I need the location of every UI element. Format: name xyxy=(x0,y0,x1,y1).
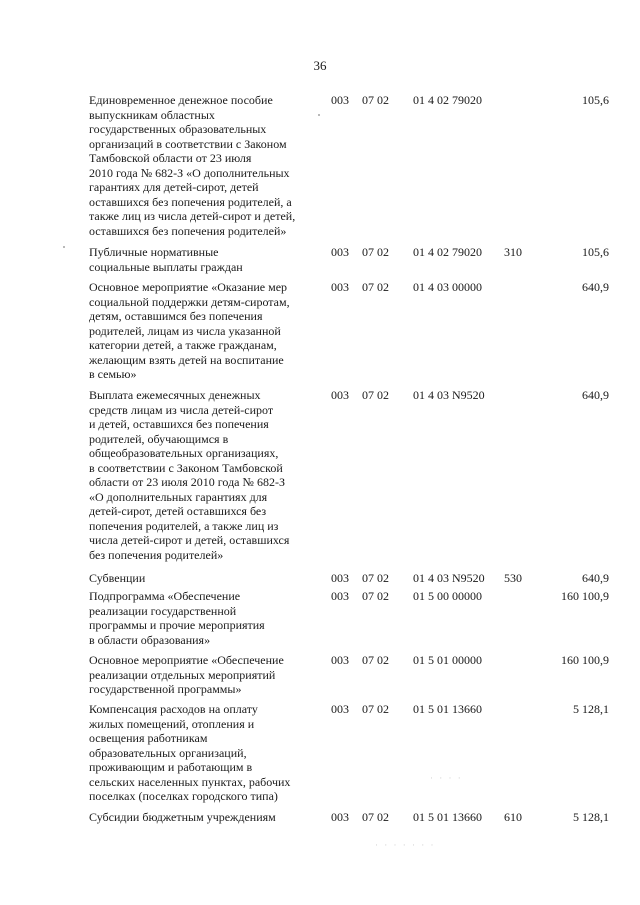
row-description: Основное мероприятие «Оказание мер социальной поддержки детям-сиротам, детям, оставшимся без попечения родителей, лицам из числа указанной категории детей, а также гражданам, желающим взять детей на воспитание в семью» xyxy=(89,280,290,381)
department-code: 003 xyxy=(331,571,349,585)
department-code: 003 xyxy=(331,702,349,716)
section-code: 07 02 xyxy=(362,702,389,716)
row-description: Публичные нормативные социальные выплаты граждан xyxy=(89,245,243,274)
target-item-code: 01 5 01 13660 xyxy=(413,702,482,716)
page-number: 36 xyxy=(313,58,327,73)
row-description: Компенсация расходов на оплату жилых помещений, отопления и освещения работникам образовательных организаций, проживающим и работающим в сельских населенных пунктах, рабочих поселках (поселках городского типа) xyxy=(89,702,291,803)
target-item-code: 01 4 03 N9520 xyxy=(413,571,485,585)
amount: 160 100,9 xyxy=(561,589,609,603)
department-code: 003 xyxy=(331,653,349,667)
expense-type-code: 310 xyxy=(504,245,522,259)
target-item-code: 01 4 03 00000 xyxy=(413,280,482,294)
section-code: 07 02 xyxy=(362,653,389,667)
row-description: Единовременное денежное пособие выпускникам областных государственных образовательных организаций в соответствии с Законом Тамбовской области от 23 июля 2010 года № 682-З «О дополнительных гарантиях для детей-сирот, детей оставшихся без попечения родителей, а также лиц из числа детей-сирот и детей, оставшихся без попечения родителей» xyxy=(89,93,296,238)
amount: 105,6 xyxy=(582,245,609,259)
section-code: 07 02 xyxy=(362,589,389,603)
amount: 105,6 xyxy=(582,93,609,107)
amount: 640,9 xyxy=(582,280,609,294)
department-code: 003 xyxy=(331,93,349,107)
target-item-code: 01 5 01 13660 xyxy=(413,810,482,824)
department-code: 003 xyxy=(331,280,349,294)
target-item-code: 01 4 03 N9520 xyxy=(413,388,485,402)
scan-speck xyxy=(318,114,320,116)
expense-type-code: 530 xyxy=(504,571,522,585)
section-code: 07 02 xyxy=(362,280,389,294)
section-code: 07 02 xyxy=(362,93,389,107)
target-item-code: 01 5 01 00000 xyxy=(413,653,482,667)
scan-noise: · · · · xyxy=(430,773,463,783)
section-code: 07 02 xyxy=(362,245,389,259)
row-description: Основное мероприятие «Обеспечение реализации отдельных мероприятий государственной программы» xyxy=(89,653,284,696)
section-code: 07 02 xyxy=(362,388,389,402)
section-code: 07 02 xyxy=(362,571,389,585)
amount: 640,9 xyxy=(582,388,609,402)
department-code: 003 xyxy=(331,388,349,402)
row-description: Подпрограмма «Обеспечение реализации государственной программы и прочие мероприятия в области образования» xyxy=(89,589,265,647)
scan-noise: · · · · · · · xyxy=(375,840,436,850)
target-item-code: 01 4 02 79020 xyxy=(413,93,482,107)
department-code: 003 xyxy=(331,245,349,259)
department-code: 003 xyxy=(331,589,349,603)
row-description: Выплата ежемесячных денежных средств лицам из числа детей-сирот и детей, оставшихся без попечения родителей, обучающимся в общеобразовательных организациях, в соответствии с Законом Тамбовской области от 23 июля 2010 года № 682-З «О дополнительных гарантиях для детей-сирот, детей оставшихся без попечения родителей, а также лиц из числа детей-сирот и детей, оставшихся без попечения родителей» xyxy=(89,388,290,562)
amount: 160 100,9 xyxy=(561,653,609,667)
department-code: 003 xyxy=(331,810,349,824)
amount: 5 128,1 xyxy=(573,810,609,824)
amount: 640,9 xyxy=(582,571,609,585)
scan-speck xyxy=(63,246,65,248)
row-description: Субвенции xyxy=(89,571,146,585)
target-item-code: 01 5 00 00000 xyxy=(413,589,482,603)
target-item-code: 01 4 02 79020 xyxy=(413,245,482,259)
amount: 5 128,1 xyxy=(573,702,609,716)
section-code: 07 02 xyxy=(362,810,389,824)
row-description: Субсидии бюджетным учреждениям xyxy=(89,810,276,824)
expense-type-code: 610 xyxy=(504,810,522,824)
